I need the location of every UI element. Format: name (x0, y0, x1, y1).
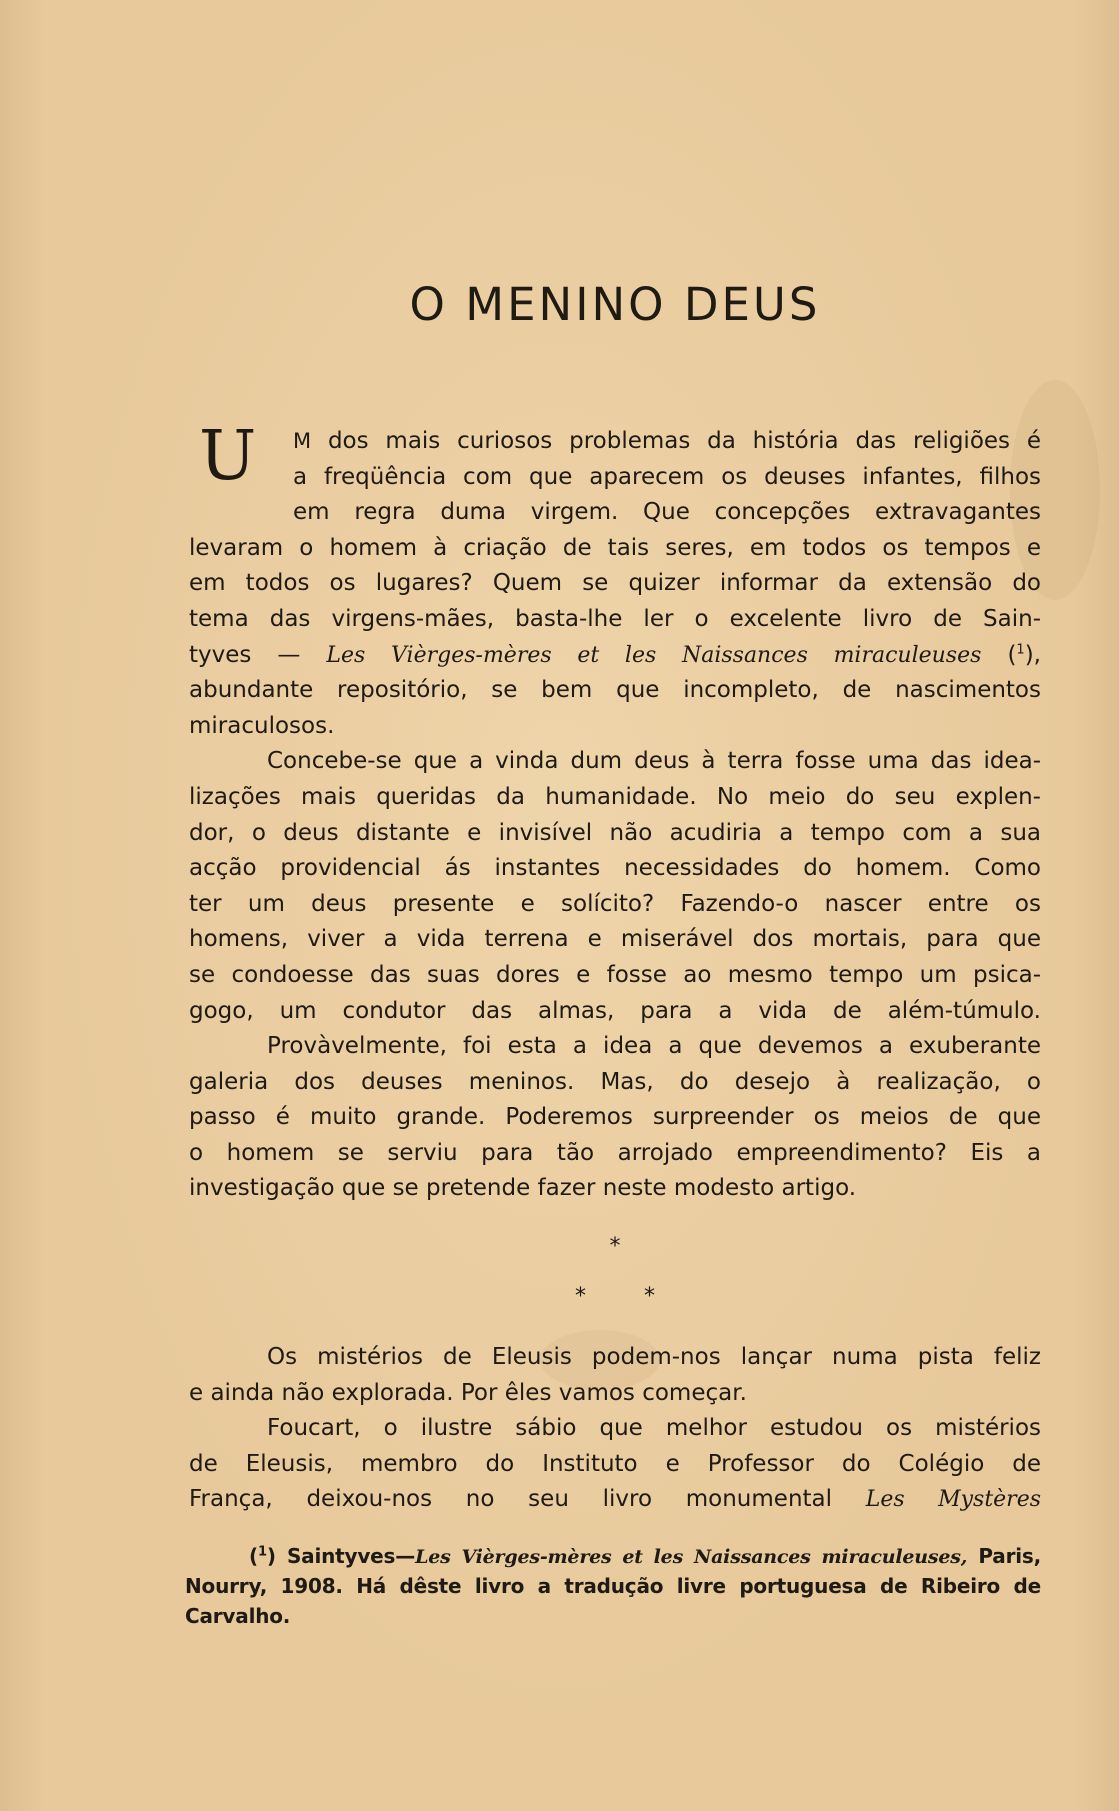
text-line: Os mistérios de Eleusis podem-nos lançar numa pista feliz (267, 1344, 1041, 1370)
text-line: o homem se serviu para tão arrojado empreendimento? Eis a (189, 1139, 1041, 1166)
footnote-marker: 1 (257, 1544, 267, 1560)
footnote-line: Carvalho. (185, 1604, 291, 1628)
text-line: abundante repositório, se bem que incompleto, de nascimentos (189, 677, 1041, 704)
chapter-title: O MENINO DEUS (409, 278, 821, 331)
footnote (185, 1541, 1041, 1631)
drop-cap: U (199, 417, 257, 496)
text-line: investigação que se pretende fazer neste modesto artigo. (189, 1175, 857, 1202)
section-divider-asterism: * * (575, 1284, 655, 1309)
text-line: miraculosos. (189, 712, 335, 739)
text-line: e ainda não explorada. Por êles vamos começar. (189, 1379, 747, 1406)
text-line: galeria dos deuses meninos. Mas, do desejo à realização, o (189, 1068, 1041, 1095)
text-line: ter um deus presente e solícito? Fazendo-o nascer entre os (189, 890, 1041, 917)
footnote-reference: 1 (1016, 641, 1025, 657)
text-line: lizações mais queridas da humanidade. No meio do seu explen- (189, 783, 1041, 810)
section-two (189, 1340, 1041, 1518)
footnote-line: ($^1$) Saintyves—Les Vièrges-mères et les Naissances miraculeuses, Paris, (249, 1544, 1041, 1568)
text-line: em regra duma virgem. Que concepções extravagantes (293, 499, 1041, 526)
section-one (189, 417, 1041, 1207)
book-title-italic: Les Vièrges-mères et les Naissances miraculeuses (326, 642, 982, 668)
text-line: Foucart, o ilustre sábio que melhor estudou os mistérios (267, 1415, 1041, 1442)
text-line: homens, viver a vida terrena e miserável dos mortais, para que (189, 926, 1041, 953)
text-line: M dos mais curiosos problemas da história das religiões é (293, 428, 1041, 454)
text-line: de Eleusis, membro do Instituto e Professor do Colégio de (189, 1450, 1041, 1477)
text-line: tema das virgens-mães, basta-lhe ler o excelente livro de Sain- (189, 605, 1041, 632)
text-line: se condoesse das suas dores e fosse ao mesmo tempo um psica- (189, 961, 1041, 988)
footnote-line: Nourry, 1908. Há dêste livro a tradução livre portuguesa de Ribeiro de (185, 1574, 1041, 1598)
text-line: acção providencial ás instantes necessidades do homem. Como (189, 855, 1041, 882)
text-line: tyves — Les Vièrges-mères et les Naissances miraculeuses ($^1$), (189, 641, 1041, 668)
text-line: a freqüência com que aparecem os deuses infantes, filhos (293, 463, 1041, 490)
text-line: dor, o deus distante e invisível não acudiria a tempo com a sua (189, 819, 1041, 846)
text-line: levaram o homem à criação de tais seres, em todos os tempos e (189, 534, 1041, 561)
text-line: gogo, um condutor das almas, para a vida de além-túmulo. (189, 997, 1041, 1024)
text-line: passo é muito grande. Poderemos surpreender os meios de que (189, 1104, 1041, 1131)
text-line: em todos os lugares? Quem se quizer informar da extensão do (189, 570, 1041, 597)
book-title-italic: Les Vièrges-mères et les Naissances miraculeuses, (415, 1546, 968, 1568)
text-line: Concebe-se que a vinda dum deus à terra fosse uma das idea- (267, 748, 1041, 775)
text-line: Provàvelmente, foi esta a idea a que devemos a exuberante (267, 1033, 1041, 1060)
text-line: França, deixou-nos no seu livro monumental Les Mystères (189, 1486, 1042, 1513)
book-page (185, 0, 1042, 1811)
book-title-italic: Les Mystères (865, 1487, 1042, 1513)
section-divider-asterism: * (609, 1234, 621, 1259)
